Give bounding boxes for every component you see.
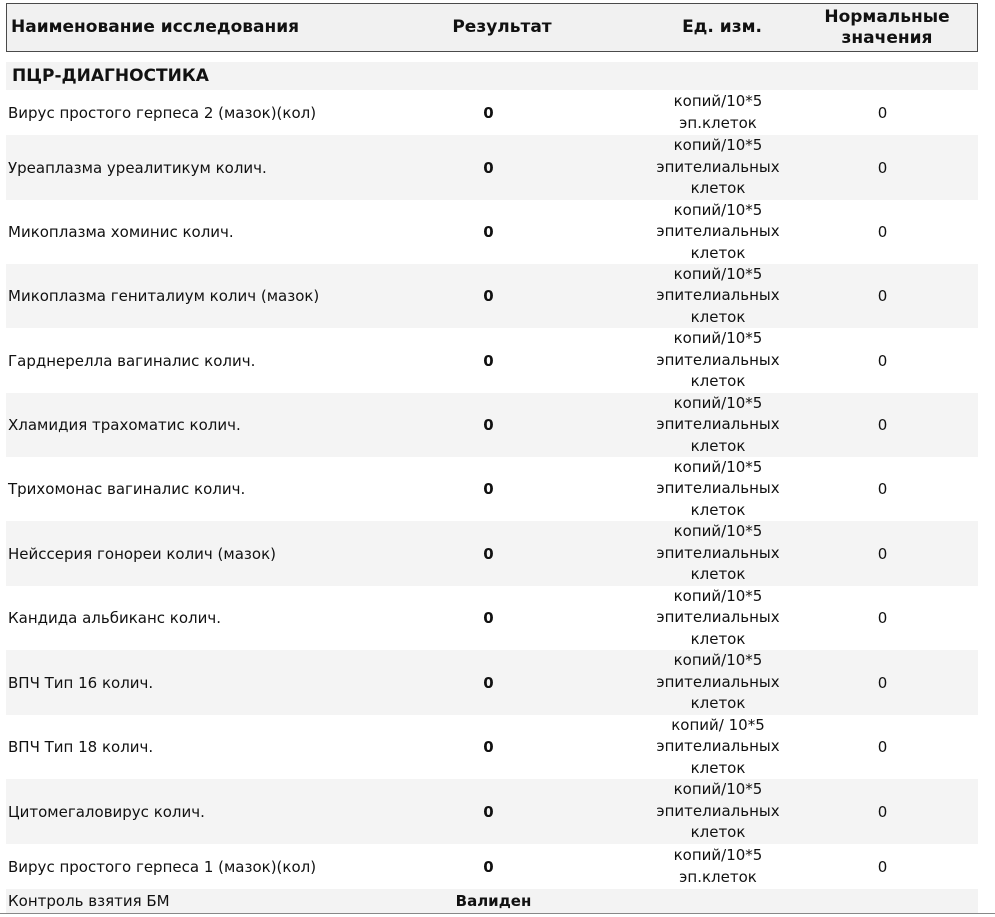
header-name: Наименование исследования (11, 17, 300, 37)
test-norm: 0 (877, 857, 888, 876)
test-result: 0 (483, 223, 494, 241)
test-unit: копий/10*5 эпителиальных клеток (656, 522, 780, 584)
test-result: 0 (483, 857, 494, 876)
table-row (6, 715, 978, 779)
table-row (6, 586, 978, 650)
test-norm: 0 (877, 802, 888, 821)
table-header (6, 3, 978, 52)
test-norm: 0 (877, 103, 888, 122)
test-name: Трихомонас вагиналис колич. (8, 480, 246, 498)
test-norm: 0 (877, 673, 888, 692)
test-result: 0 (483, 738, 494, 756)
table-row (6, 521, 978, 586)
test-unit: копий/10*5 эпителиальных клеток (656, 780, 780, 842)
table-row (6, 264, 978, 328)
test-result: 0 (483, 158, 494, 177)
test-name: Кандида альбиканс колич. (8, 609, 221, 627)
header-norm: Нормальные значения (824, 6, 950, 48)
header-unit: Ед. изм. (682, 17, 762, 37)
section-title: ПЦР-ДИАГНОСТИКА (6, 62, 978, 90)
test-unit: копий/10*5 эпителиальных клеток (656, 329, 780, 391)
test-unit: копий/10*5 эпителиальных клеток (656, 457, 780, 519)
sample-control-result: Валиден (455, 892, 532, 910)
sample-control-row (6, 889, 978, 913)
test-name: ВПЧ Тип 16 колич. (8, 673, 154, 692)
test-unit: копий/10*5 эпителиальных клеток (656, 651, 780, 713)
results-table (6, 90, 978, 889)
test-result: 0 (483, 416, 494, 434)
test-name: Микоплазма хоминис колич. (8, 223, 234, 241)
test-name: Уреаплазма уреалитикум колич. (8, 158, 267, 177)
table-row (6, 650, 978, 715)
test-unit: копий/10*5 эп.клеток (673, 846, 763, 886)
test-norm: 0 (877, 351, 888, 370)
test-unit: копий/ 10*5 эпителиальных клеток (656, 715, 780, 777)
test-norm: 0 (877, 287, 888, 305)
test-result: 0 (483, 544, 494, 563)
test-result: 0 (483, 802, 494, 821)
test-result: 0 (483, 351, 494, 370)
table-row (6, 779, 978, 844)
test-result: 0 (483, 609, 494, 627)
test-name: Гарднерелла вагиналис колич. (8, 351, 256, 370)
test-norm: 0 (877, 609, 888, 627)
test-name: Микоплазма гениталиум колич (мазок) (8, 287, 320, 305)
test-name: Вирус простого герпеса 1 (мазок)(кол) (8, 857, 317, 876)
test-result: 0 (483, 287, 494, 305)
test-norm: 0 (877, 158, 888, 177)
bottom-divider (0, 913, 995, 914)
test-unit: копий/10*5 эпителиальных клеток (656, 264, 780, 326)
test-result: 0 (483, 103, 494, 122)
test-norm: 0 (877, 544, 888, 563)
table-row (6, 135, 978, 200)
test-unit: копий/10*5 эпителиальных клеток (656, 586, 780, 648)
test-result: 0 (483, 673, 494, 692)
test-unit: копий/10*5 эпителиальных клеток (656, 200, 780, 262)
test-name: Цитомегаловирус колич. (8, 802, 205, 821)
test-name: Вирус простого герпеса 2 (мазок)(кол) (8, 103, 317, 122)
table-row (6, 200, 978, 264)
test-unit: копий/10*5 эп.клеток (673, 92, 763, 132)
test-name: ВПЧ Тип 18 колич. (8, 738, 154, 756)
table-row (6, 90, 978, 135)
header-result: Результат (452, 17, 552, 37)
test-result: 0 (483, 480, 494, 498)
table-row (6, 844, 978, 889)
test-norm: 0 (877, 738, 888, 756)
test-unit: копий/10*5 эпителиальных клеток (656, 136, 780, 198)
sample-control-label: Контроль взятия БМ (8, 892, 170, 910)
test-norm: 0 (877, 223, 888, 241)
test-name: Хламидия трахоматис колич. (8, 416, 241, 434)
test-norm: 0 (877, 480, 888, 498)
test-norm: 0 (877, 416, 888, 434)
test-name: Нейссерия гонореи колич (мазок) (8, 544, 276, 563)
test-unit: копий/10*5 эпителиальных клеток (656, 393, 780, 455)
table-row (6, 328, 978, 393)
table-row (6, 457, 978, 521)
table-row (6, 393, 978, 457)
